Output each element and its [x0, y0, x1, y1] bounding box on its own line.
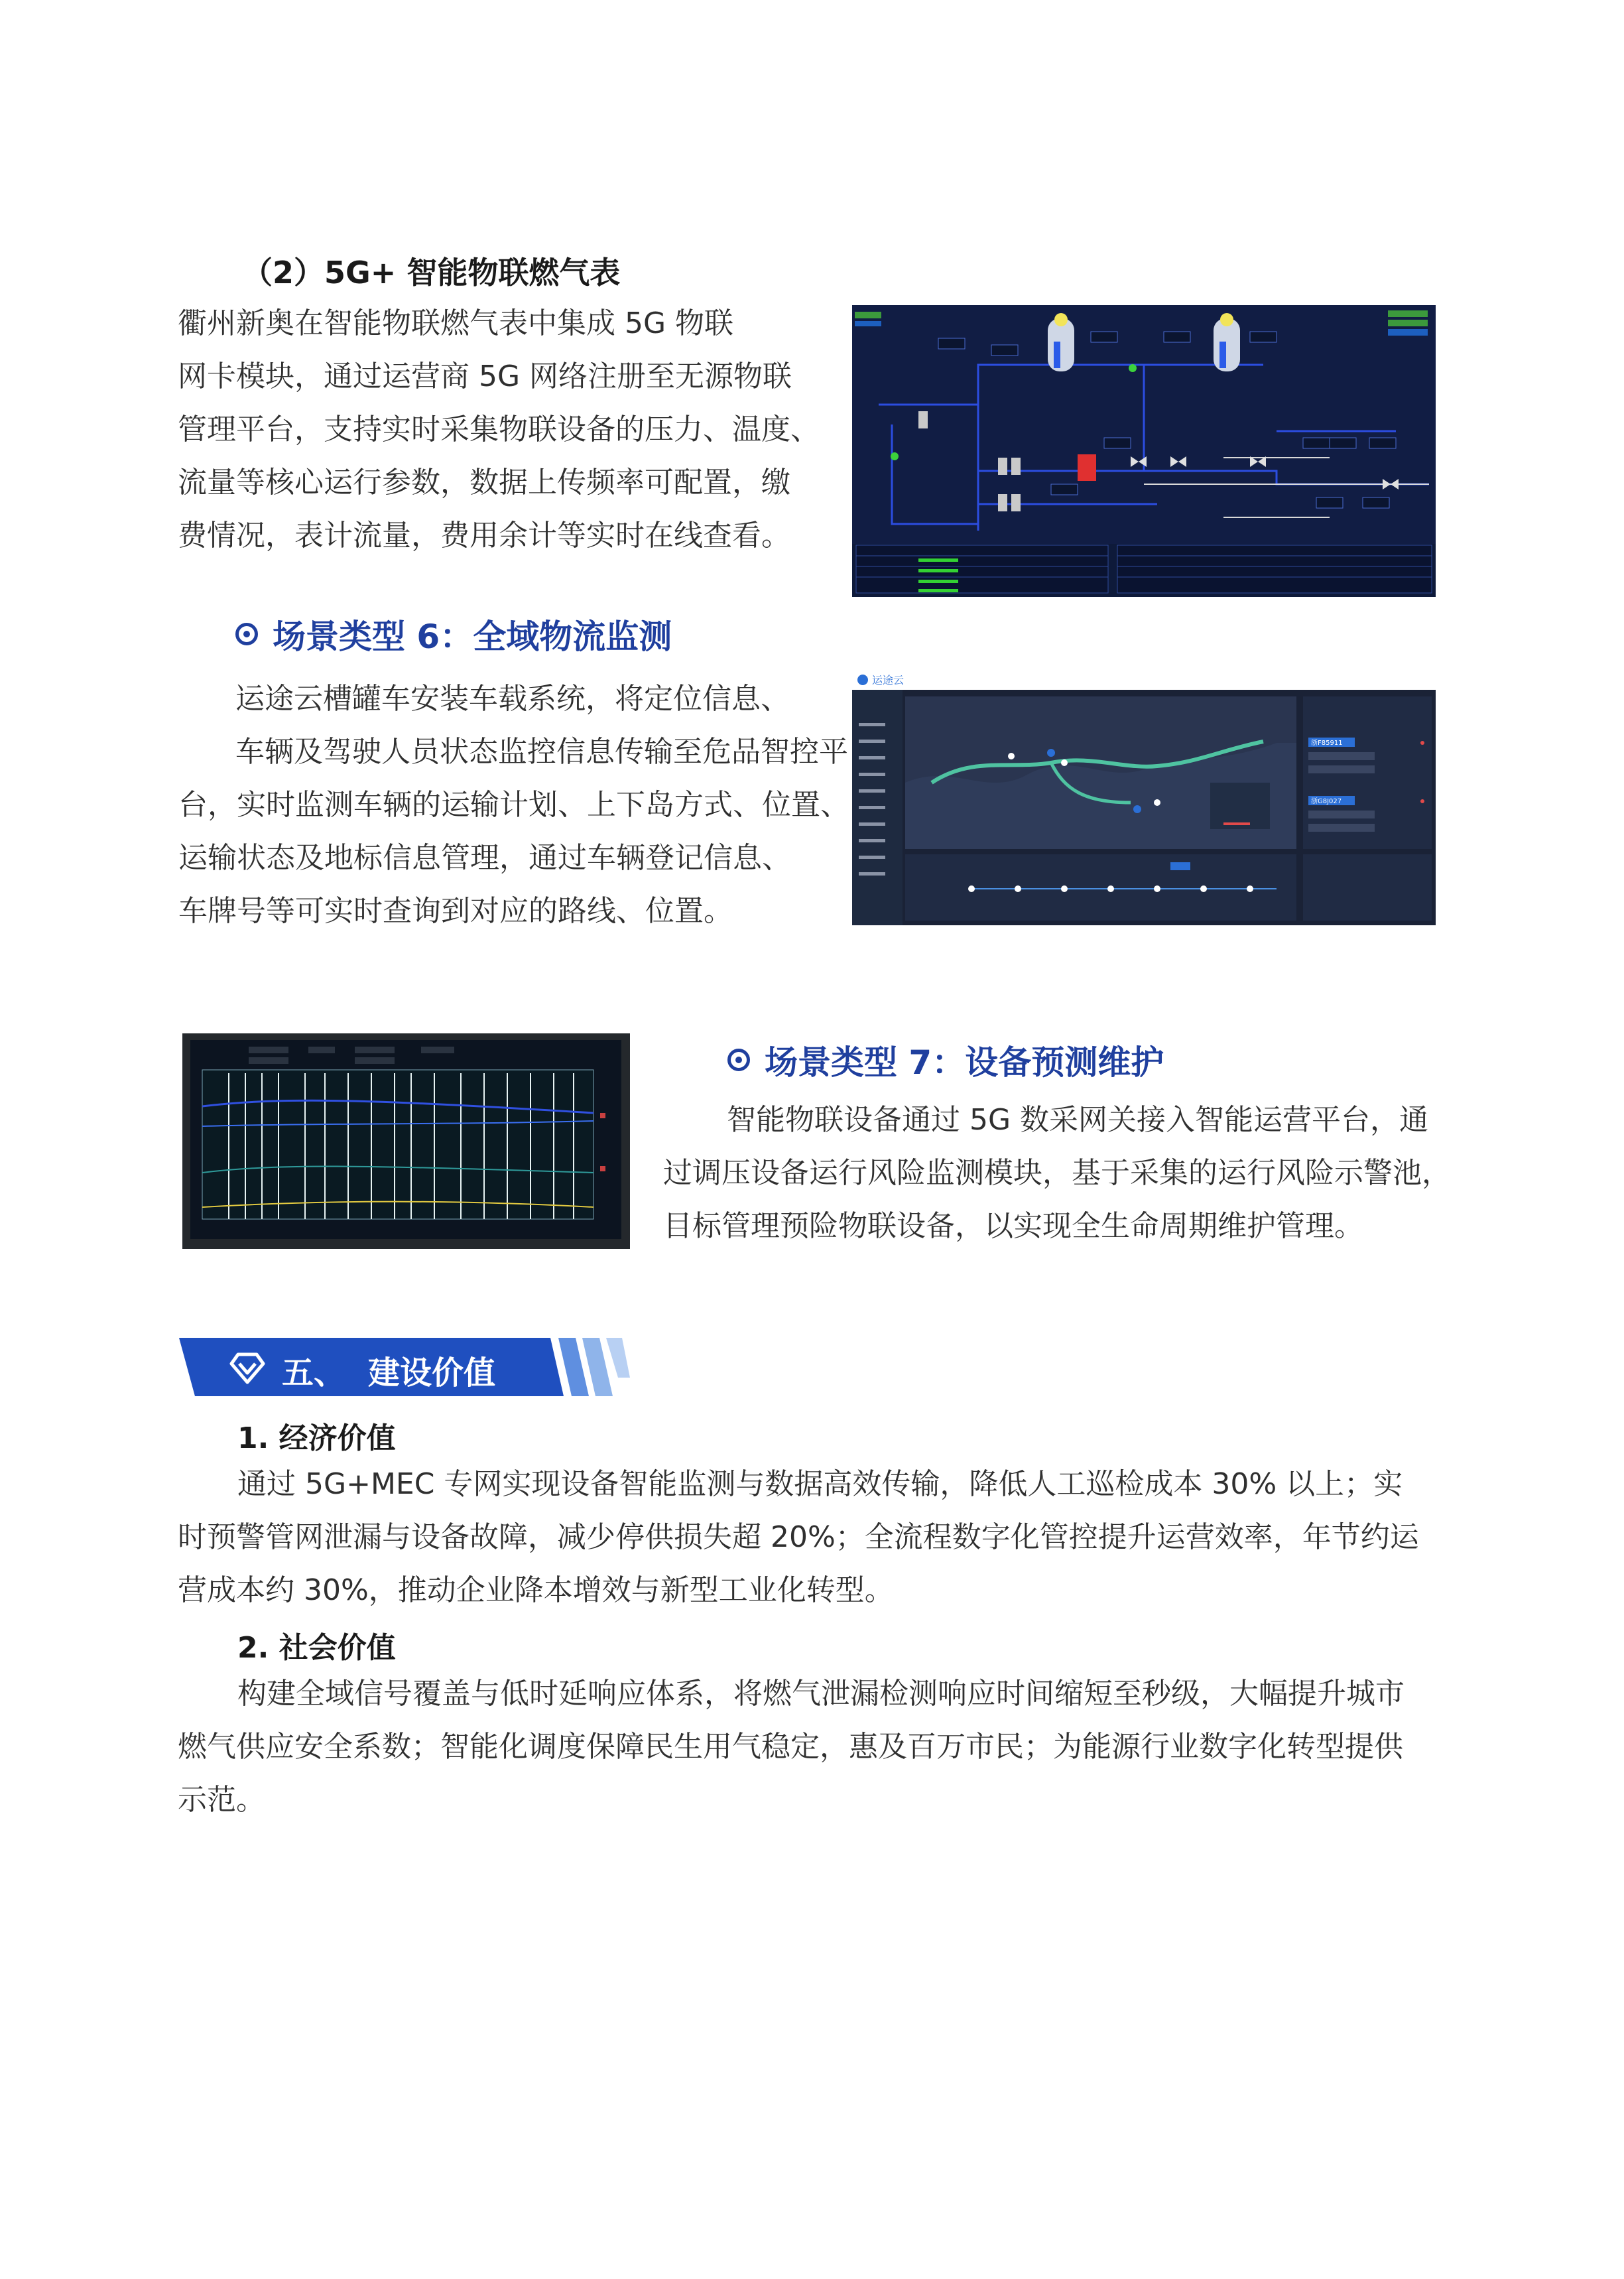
predictive-maintenance-paragraph — [663, 1094, 1451, 1253]
target-bullet-icon — [727, 1049, 750, 1071]
section5-number: 五、 — [282, 1354, 346, 1392]
section-heading-gas-meter: （2）5G+ 智能物联燃气表 — [242, 255, 621, 291]
text-line: 衢州新奥在智能物联燃气表中集成 5G 物联 — [178, 306, 734, 340]
economic-value-heading: 1. 经济价值 — [237, 1421, 396, 1455]
text-line: 管理平台，支持实时采集物联设备的压力、温度、 — [178, 413, 820, 446]
text-line: 运途云槽罐车安装车载系统，将定位信息、 — [235, 682, 790, 716]
text-line: 目标管理预险物联设备，以实现全生命周期维护管理。 — [663, 1209, 1363, 1243]
scene7-title — [727, 1036, 1164, 1084]
text-line: 网卡模块，通过运营商 5G 网络注册至无源物联 — [178, 359, 792, 393]
text-line: 时预警管网泄漏与设备故障，减少停供损失超 20%；全流程数字化管控提升运营效率，年节约运 — [178, 1520, 1419, 1554]
scada-screenshot — [852, 305, 1436, 597]
diamond-icon — [229, 1352, 266, 1385]
text-line: 构建全域信号覆盖与低时延响应体系，将燃气泄漏检测响应时间缩短至秒级，大幅提升城市 — [237, 1677, 1405, 1711]
logistics-paragraph — [178, 673, 849, 938]
text-line: 通过 5G+MEC 专网实现设备智能监测与数据高效传输，降低人工巡检成本 30% 以上；实 — [237, 1467, 1403, 1501]
social-value-heading: 2. 社会价值 — [237, 1631, 396, 1665]
text-line: 过调压设备运行风险监测模块，基于采集的运行风险示警池， — [663, 1156, 1451, 1190]
scene6-title — [235, 610, 672, 658]
target-bullet-icon — [235, 623, 258, 645]
text-line: 燃气供应安全系数；智能化调度保障民生用气稳定，惠及百万市民；为能源行业数字化转型提供 — [178, 1730, 1403, 1764]
plate-1: 浙F85911 — [1311, 740, 1343, 747]
text-line: 运输状态及地标信息管理，通过车辆登记信息、 — [178, 841, 791, 875]
gas-meter-paragraph — [178, 297, 828, 562]
text-line: 车辆及驾驶人员状态监控信息传输至危品智控平 — [235, 735, 848, 769]
text-line: 流量等核心运行参数，数据上传频率可配置，缴 — [178, 466, 790, 499]
text-line: 费情况，表计流量，费用余计等实时在线查看。 — [178, 519, 790, 553]
text-line: 营成本约 30%，推动企业降本增效与新型工业化转型。 — [178, 1573, 894, 1607]
text-line: 示范。 — [178, 1783, 265, 1817]
plate-2: 浙G8J027 — [1311, 798, 1342, 805]
scene6-title-text: 场景类型 6：全域物流监测 — [273, 618, 672, 656]
text-line: 台，实时监测车辆的运输计划、上下岛方式、位置、 — [178, 788, 849, 822]
equipment-monitor-photo — [182, 1033, 630, 1249]
scene7-title-text: 场景类型 7：设备预测维护 — [765, 1043, 1164, 1082]
section5-title: 建设价值 — [368, 1354, 496, 1392]
logistics-dashboard-screenshot — [852, 670, 1436, 925]
app-logo-text: 运途云 — [872, 674, 905, 686]
text-line: 智能物联设备通过 5G 数采网关接入智能运营平台，通 — [727, 1103, 1429, 1137]
social-value-paragraph — [178, 1667, 1444, 1827]
text-line: 车牌号等可实时查询到对应的路线、位置。 — [178, 894, 733, 928]
economic-value-paragraph — [178, 1458, 1444, 1617]
